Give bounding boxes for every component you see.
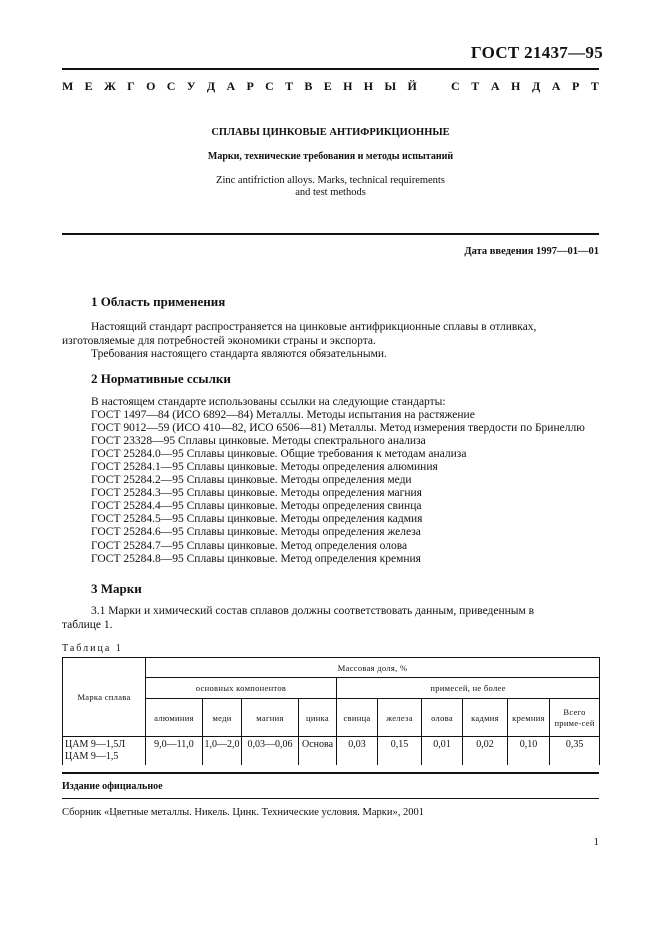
column-header-total: Всего приме-сей (550, 699, 600, 737)
banner-letter: Н (363, 79, 374, 93)
section2-intro: В настоящем стандарте использованы ссылки на следующие стандарты: (91, 396, 446, 408)
section3-heading: 3 Марки (91, 581, 142, 596)
value-cell: 0,35 (550, 737, 600, 765)
table-bottom-rule (62, 772, 599, 774)
grade-cell (63, 737, 146, 765)
banner-letter: С (451, 79, 460, 93)
banner-letter: У (186, 79, 196, 93)
section1-para2: Требования настоящего стандарта являются обязательными. (91, 348, 387, 360)
value-cell: 0,03 (337, 737, 378, 765)
banner-letter: М (62, 79, 74, 93)
banner-letter: Ж (103, 79, 116, 93)
main-components-header: основных компонентов (146, 678, 337, 699)
value-cell: 0,15 (378, 737, 422, 765)
ref-line: ГОСТ 25284.7—95 Сплавы цинковые. Метод определения олова (91, 540, 408, 552)
banner-letter: С (265, 79, 274, 93)
english-title-line1: Zinc antifriction alloys. Marks, technical requirements (216, 175, 445, 186)
section1-heading: 1 Область применения (91, 294, 226, 309)
banner-letter: С (166, 79, 176, 93)
mass-fraction-header: Массовая доля, % (146, 658, 600, 678)
banner-letter: Р (572, 79, 580, 93)
standard-banner (62, 79, 599, 94)
ref-line: ГОСТ 1497—84 (ИСО 6892—84) Металлы. Методы испытания на растяжение (91, 409, 475, 421)
value-cell: 1,0—2,0 (203, 737, 242, 765)
column-header: цинка (299, 699, 337, 737)
banner-letter: Г (127, 79, 135, 93)
impurities-header: примесей, не более (337, 678, 600, 699)
banner-letter: В (304, 79, 313, 93)
banner-letter: Е (84, 79, 93, 93)
ref-line: ГОСТ 25284.6—95 Сплавы цинковые. Методы определения железа (91, 526, 421, 538)
banner-word-interstate (62, 79, 417, 94)
banner-letter: Н (511, 79, 521, 93)
banner-letter: О (146, 79, 156, 93)
banner-letter: Й (407, 79, 417, 93)
table-caption: Таблица 1 (62, 643, 123, 654)
section3-paragraph (62, 605, 599, 632)
ref-line: ГОСТ 25284.3—95 Сплавы цинковые. Методы определения магния (91, 487, 422, 499)
section1-para-line1: Настоящий стандарт распространяется на цинковые антифрикционные сплавы в отливках, (91, 321, 537, 333)
banner-letter: Т (471, 79, 480, 93)
footer-rule (62, 798, 599, 799)
grade-line: ЦАМ 9—1,5 (65, 751, 119, 762)
ref-line: ГОСТ 25284.1—95 Сплавы цинковые. Методы определения алюминия (91, 461, 438, 473)
column-header: магния (242, 699, 299, 737)
introduction-date: Дата введения 1997—01—01 (464, 246, 599, 257)
banner-letter: А (551, 79, 561, 93)
value-cell: 0,10 (508, 737, 550, 765)
ref-line: ГОСТ 23328—95 Сплавы цинковые. Методы спектрального анализа (91, 435, 426, 447)
grade-line: ЦАМ 9—1,5Л (65, 739, 126, 750)
column-header: меди (203, 699, 242, 737)
ref-line: ГОСТ 25284.8—95 Сплавы цинковые. Метод определения кремния (91, 553, 421, 565)
official-edition: Издание официальное (62, 781, 163, 792)
document-title: СПЛАВЫ ЦИНКОВЫЕ АНТИФРИКЦИОННЫЕ (211, 127, 450, 138)
page-number: 1 (593, 836, 599, 848)
column-header: алюминия (146, 699, 203, 737)
grade-header: Марка сплава (63, 658, 146, 737)
banner-letter: А (226, 79, 236, 93)
banner-letter: Е (323, 79, 332, 93)
section1-para-line2: изготовляемые для потребностей экономики страны и экспорта. (62, 334, 376, 347)
value-cell: 0,02 (463, 737, 508, 765)
banner-letter: А (490, 79, 500, 93)
column-header: железа (378, 699, 422, 737)
section3-para-line1: 3.1 Марки и химический состав сплавов должны соответствовать данным, приведенным в (91, 605, 535, 617)
document-subtitle: Марки, технические требования и методы испытаний (207, 151, 454, 162)
banner-letter: Д (531, 79, 541, 93)
value-cell: 9,0—11,0 (146, 737, 203, 765)
gost-number: ГОСТ 21437—95 (470, 43, 603, 62)
banner-letter: Д (206, 79, 216, 93)
column-header: олова (422, 699, 463, 737)
section3-para-line2: таблице 1. (62, 618, 113, 631)
banner-letter: Ы (384, 79, 397, 93)
banner-letter: Т (285, 79, 294, 93)
ref-line: ГОСТ 25284.0—95 Сплавы цинковые. Общие требования к методам анализа (91, 448, 467, 460)
english-title-line2: and test methods (295, 187, 366, 198)
value-cell: Основа (299, 737, 337, 765)
section1-paragraph (62, 321, 599, 362)
section2-heading: 2 Нормативные ссылки (91, 371, 231, 386)
ref-line: ГОСТ 9012—59 (ИСО 410—82, ИСО 6506—81) Металлы. Метод измерения твердости по Бринеллю (91, 422, 585, 434)
collection-note: Сборник «Цветные металлы. Никель. Цинк. Технические условия. Марки», 2001 (62, 807, 425, 818)
banner-letter: Н (343, 79, 353, 93)
top-rule (62, 68, 599, 70)
banner-word-standard (451, 79, 599, 94)
banner-letter: Т (590, 79, 599, 93)
composition-table (62, 657, 600, 765)
table-row (63, 737, 600, 765)
column-header: свинца (337, 699, 378, 737)
title-rule (62, 233, 599, 235)
value-cell: 0,01 (422, 737, 463, 765)
column-header: кремния (508, 699, 550, 737)
column-header: кадмия (463, 699, 508, 737)
ref-line: ГОСТ 25284.5—95 Сплавы цинковые. Методы определения кадмия (91, 513, 423, 525)
ref-line: ГОСТ 25284.2—95 Сплавы цинковые. Методы определения меди (91, 474, 412, 486)
banner-letter: Р (246, 79, 254, 93)
ref-line: ГОСТ 25284.4—95 Сплавы цинковые. Методы определения свинца (91, 500, 422, 512)
value-cell: 0,03—0,06 (242, 737, 299, 765)
